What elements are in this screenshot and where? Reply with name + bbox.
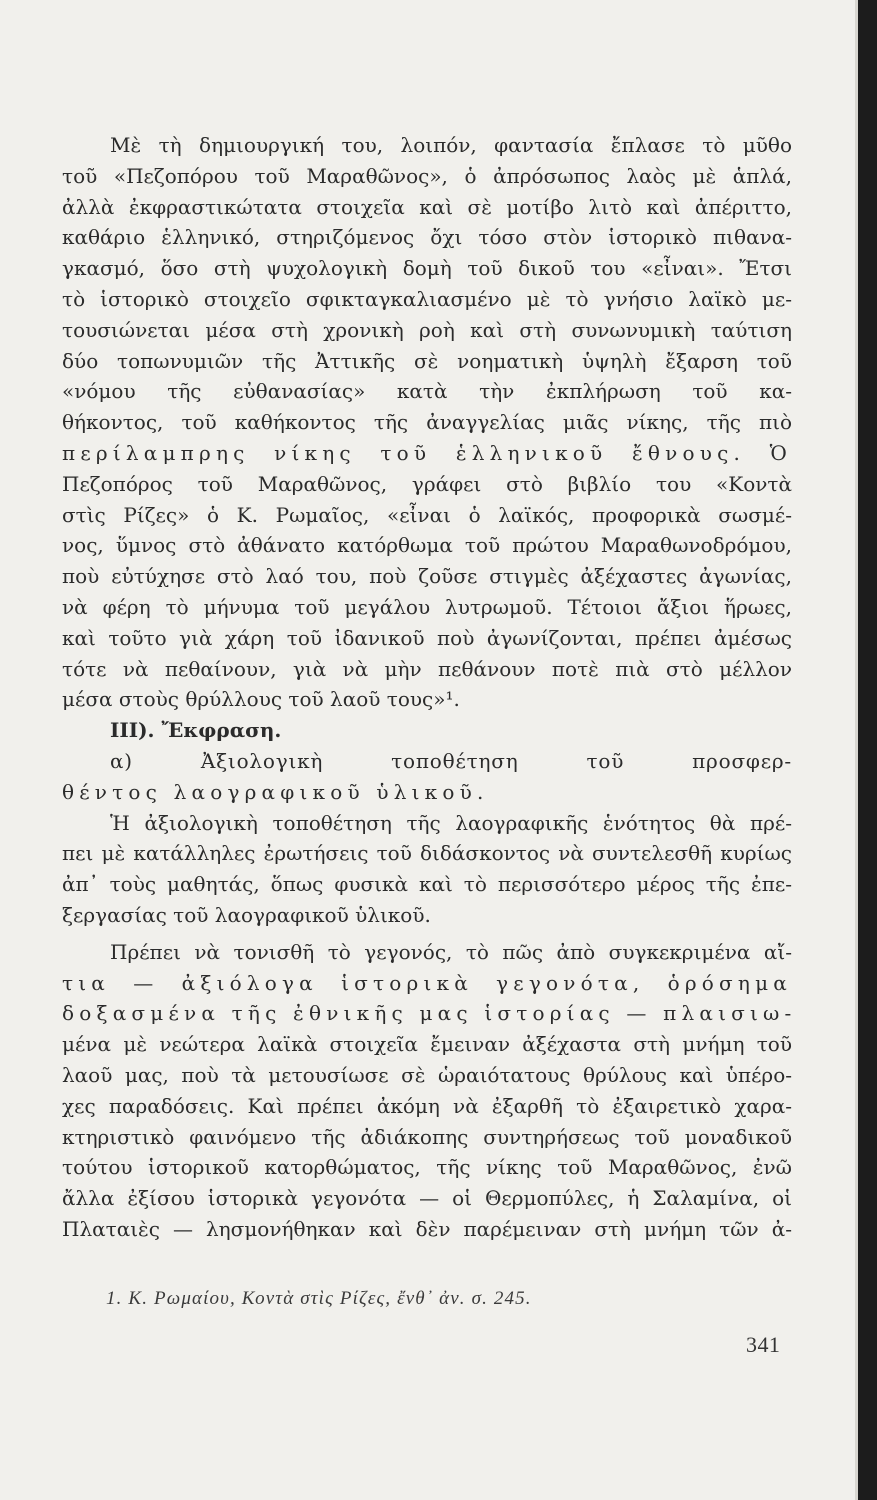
text-line: μέσα στοὺς θρύλλους τοῦ λαοῦ τους»¹. [62, 687, 460, 712]
text-line: γκασμό, ὅσο στὴ ψυχολογικὴ δομὴ τοῦ δικοῦ του «εἶναι». Ἔτσι [62, 256, 792, 281]
text-line: τουσιώνεται μέσα στὴ χρονικὴ ροὴ καὶ στὴ συνωνυμικὴ ταύτιση [62, 317, 792, 342]
text-line: θήκοντος, τοῦ καθήκοντος τῆς ἀναγγελίας μιᾶς νίκης, τῆς πιὸ [62, 410, 792, 435]
text-line: στὶς Ρίζες» ὁ Κ. Ρωμαῖος, «εἶναι ὁ λαϊκός, προφορικὰ σωσμέ- [62, 502, 792, 527]
text-line: τούτου ἱστορικοῦ κατορθώματος, τῆς νίκης τοῦ Μαραθῶνος, ἐνῶ [62, 1155, 792, 1180]
text-line: περίλαμπρης νίκης τοῦ ἑλληνικοῦ ἔθνους. Ὁ [62, 440, 792, 465]
section-heading: III). Ἔκφραση. [110, 718, 282, 743]
text-line: νος, ὕμνος στὸ ἀθάνατο κατόρθωμα τοῦ πρώτου Μαραθωνοδρόμου, [62, 533, 792, 558]
text-line: μένα μὲ νεώτερα λαϊκὰ στοιχεῖα ἔμειναν ἀξέχαστα στὴ μνήμη τοῦ [62, 1032, 792, 1057]
text-line: καὶ τοῦτο γιὰ χάρη τοῦ ἰδανικοῦ ποὺ ἀγωνίζονται, πρέπει ἀμέσως [62, 625, 792, 650]
text-line: τότε νὰ πεθαίνουν, γιὰ νὰ μὴν πεθάνουν ποτὲ πιὰ στὸ μέλλον [62, 656, 792, 681]
text-line: ἄλλα ἐξίσου ἱστορικὰ γεγονότα — οἱ Θερμοπύλες, ἡ Σαλαμίνα, οἱ [62, 1186, 792, 1211]
text-line: τια — ἀξιόλογα ἱστορικὰ γεγονότα, ὁρόσημα [62, 970, 792, 995]
text-line: Ἡ ἀξιολογικὴ τοποθέτηση τῆς λαογραφικῆς ἑνότητος θὰ πρέ- [110, 810, 792, 835]
text-line: τὸ ἱστορικὸ στοιχεῖο σφικταγκαλιασμένο μὲ τὸ γνήσιο λαϊκὸ με- [62, 286, 792, 311]
text-line: Πλαταιὲς — λησμονήθηκαν καὶ δὲν παρέμειναν στὴ μνήμη τῶν ἀ- [62, 1216, 792, 1241]
text-line: ἀπ᾽ τοὺς μαθητάς, ὅπως φυσικὰ καὶ τὸ περισσότερο μέρος τῆς ἐπε- [62, 872, 792, 897]
text-line: Μὲ τὴ δημιουργική του, λοιπόν, φαντασία ἔπλασε τὸ μῦθο [110, 133, 792, 157]
text-line: τοῦ «Πεζοπόρου τοῦ Μαραθῶνος», ὁ ἀπρόσωπος λαὸς μὲ ἁπλά, [62, 163, 792, 188]
text-line: πει μὲ κατάλληλες ἐρωτήσεις τοῦ διδάσκοντος νὰ συντελεσθῆ κυρίως [62, 841, 792, 866]
text-line: δοξασμένα τῆς ἐθνικῆς μας ἱστορίας — πλαισιω- [62, 1001, 797, 1026]
text-line: κτηριστικὸ φαινόμενο τῆς ἀδιάκοπης συντηρήσεως τοῦ μοναδικοῦ [62, 1124, 792, 1149]
footnote: 1. Κ. Ρωμαίου, Κοντὰ στὶς Ρίζες, ἔνθ᾽ ἀν. σ. 245. [106, 1288, 532, 1309]
subsection-heading: θέντος λαογραφικοῦ ὑλικοῦ. [62, 779, 489, 804]
page-number: 341 [746, 1332, 781, 1357]
text-line: ἀλλὰ ἐκφραστικώτατα στοιχεῖα καὶ σὲ μοτίβο λιτὸ καὶ ἀπέριττο, [62, 194, 792, 219]
subsection-heading: α) Ἀξιολογικὴ τοποθέτηση τοῦ προσφερ- [110, 748, 792, 773]
text-line: ξεργασίας τοῦ λαογραφικοῦ ὑλικοῦ. [62, 902, 431, 927]
text-line: καθάριο ἑλληνικό, στηριζόμενος ὄχι τόσο στὸν ἱστορικὸ πιθανα- [62, 225, 792, 250]
text-line: λαοῦ μας, ποὺ τὰ μετουσίωσε σὲ ὡραιότατους θρύλους καὶ ὑπέρο- [62, 1062, 792, 1087]
body-text [62, 130, 797, 1245]
text-line: Πεζοπόρος τοῦ Μαραθῶνος, γράφει στὸ βιβλίο του «Κοντὰ [62, 471, 792, 496]
text-line: νὰ φέρη τὸ μήνυμα τοῦ μεγάλου λυτρωμοῦ. Τέτοιοι ἄξιοι ἥρωες, [62, 594, 792, 619]
text-line: ποὺ εὐτύχησε στὸ λαό του, ποὺ ζοῦσε στιγμὲς ἀξέχαστες ἀγωνίας, [62, 564, 792, 589]
text-line: Πρέπει νὰ τονισθῆ τὸ γεγονός, τὸ πῶς ἀπὸ συγκεκριμένα αἴ- [110, 939, 792, 964]
text-line: χες παραδόσεις. Καὶ πρέπει ἀκόμη νὰ ἐξαρθῆ τὸ ἐξαιρετικὸ χαρα- [62, 1093, 792, 1118]
text-line: «νόμου τῆς εὐθανασίας» κατὰ τὴν ἐκπλήρωση τοῦ κα- [62, 379, 792, 404]
text-line: δύο τοπωνυμιῶν τῆς Ἀττικῆς σὲ νοηματικὴ ὑψηλὴ ἔξαρση τοῦ [62, 348, 792, 373]
